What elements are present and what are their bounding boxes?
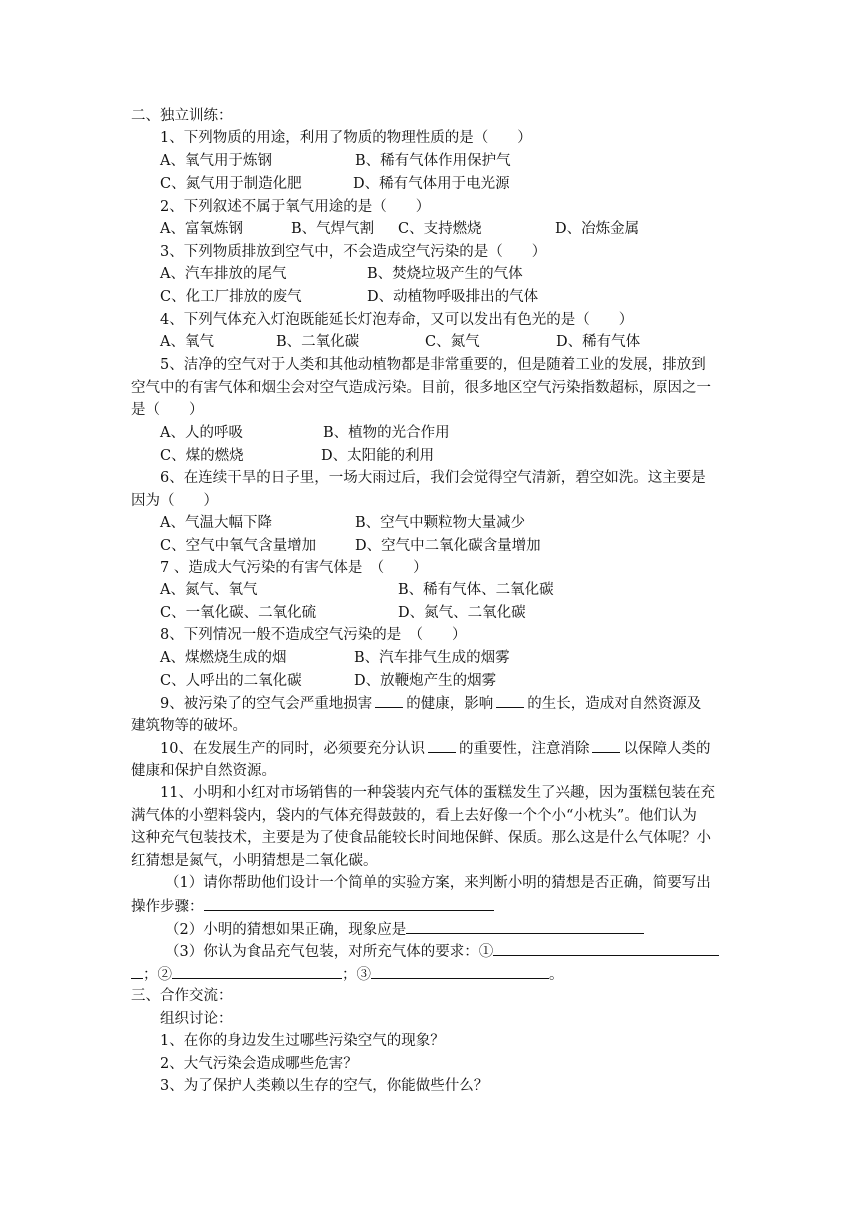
q6-option-d: D、空气中二氧化碳含量增加 bbox=[355, 538, 541, 554]
q11-sub-1-label: 操作步骤： bbox=[131, 899, 204, 915]
q10-text-2: 的重要性，注意消除 bbox=[458, 741, 590, 757]
question-9-line-1 bbox=[160, 692, 701, 714]
question-10-line-1 bbox=[160, 737, 710, 759]
q9-text-3: 的生长，造成对自然资源及 bbox=[527, 696, 702, 712]
q11-requirement-blank-3[interactable] bbox=[371, 963, 549, 979]
q5-option-d: D、太阳能的利用 bbox=[321, 448, 435, 464]
q7-option-b: B、稀有气体、二氧化碳 bbox=[398, 582, 554, 598]
q11-answer-blank-1[interactable] bbox=[204, 895, 494, 911]
q1-options-row2 bbox=[0, 173, 860, 195]
q1-option-c: C、氮气用于制造化肥 bbox=[160, 176, 302, 192]
q11-requirement-blank-2[interactable] bbox=[172, 963, 342, 979]
question-9-line-2: 建筑物等的破坏。 bbox=[131, 718, 247, 734]
question-7: 7 、造成大气污染的有害气体是 （ ） bbox=[160, 560, 428, 576]
q7-options-row2 bbox=[0, 602, 860, 624]
q3-option-a: A、汽车排放的尾气 bbox=[160, 266, 287, 282]
q4-option-c: C、氮气 bbox=[425, 334, 480, 350]
q9-text-1: 9、被污染了的空气会严重地损害 bbox=[160, 696, 373, 712]
q8-option-c: C、人呼出的二氧化碳 bbox=[160, 673, 302, 689]
q6-options-row2 bbox=[0, 535, 860, 557]
q11-sub-1-line-1: （1）请你帮助他们设计一个简单的实验方案，来判断小明的猜想是否正确，简要写出 bbox=[165, 875, 711, 891]
question-1: 1、下列物质的用途，利用了物质的物理性质的是（ ） bbox=[160, 130, 532, 146]
q10-blank-2[interactable] bbox=[592, 737, 620, 753]
q11-sub-3-line-2 bbox=[131, 963, 564, 985]
q7-option-a: A、氮气、氧气 bbox=[160, 582, 258, 598]
q9-text-2: 的健康，影响 bbox=[406, 696, 494, 712]
q11-sub-2-label: （2）小明的猜想如果正确，现象应是 bbox=[165, 922, 407, 938]
q7-options-row1 bbox=[0, 579, 860, 601]
discussion-item-3: 3、为了保护人类赖以生存的空气，你能做些什么？ bbox=[160, 1078, 489, 1094]
q7-option-c: C、一氧化碳、二氧化硫 bbox=[160, 605, 317, 621]
q1-options-row1 bbox=[0, 150, 860, 172]
q3-options-row2 bbox=[0, 286, 860, 308]
q11-semicolon-3: ；③ bbox=[342, 967, 371, 983]
section-2-title: 二、独立训练： bbox=[131, 108, 233, 124]
q5-option-c: C、煤的燃烧 bbox=[160, 448, 244, 464]
q2-option-d: D、冶炼金属 bbox=[555, 221, 640, 237]
question-11-line-4: 红猜想是氮气，小明猜想是二氧化碳。 bbox=[131, 853, 378, 869]
q1-option-a: A、氧气用于炼钢 bbox=[160, 153, 272, 169]
question-5-line-2: 空气中的有害气体和烟尘会对空气造成污染。目前，很多地区空气污染指数超标，原因之一 bbox=[131, 380, 711, 396]
question-11-line-2: 满气体的小塑料袋内，袋内的气体充得鼓鼓的，看上去好像一个个小“小枕头”。他们认为 bbox=[131, 808, 697, 824]
q10-text-3: 以保障人类的 bbox=[623, 741, 711, 757]
question-6-line-1: 6、在连续干旱的日子里，一场大雨过后，我们会觉得空气清新，碧空如洗。这主要是 bbox=[160, 470, 706, 486]
q6-options-row1 bbox=[0, 512, 860, 534]
q11-requirement-blank-1-cont[interactable] bbox=[131, 963, 143, 979]
q11-answer-blank-2[interactable] bbox=[406, 918, 644, 934]
q1-option-b: B、稀有气体作用保护气 bbox=[355, 153, 511, 169]
q6-option-b: B、空气中颗粒物大量减少 bbox=[355, 515, 526, 531]
q2-option-a: A、富氧炼钢 bbox=[160, 221, 243, 237]
q8-options-row2 bbox=[0, 670, 860, 692]
q11-requirement-blank-1[interactable] bbox=[493, 940, 719, 956]
q4-option-a: A、氧气 bbox=[160, 334, 214, 350]
q11-sub-2 bbox=[165, 918, 644, 940]
discussion-item-1: 1、在你的身边发生过哪些污染空气的现象？ bbox=[160, 1033, 445, 1049]
discussion-heading: 组织讨论： bbox=[160, 1011, 233, 1027]
question-11-line-1: 11、小明和小红对市场销售的一种袋装内充气体的蛋糕发生了兴趣，因为蛋糕包装在充 bbox=[160, 785, 715, 801]
q3-option-c: C、化工厂排放的废气 bbox=[160, 289, 302, 305]
question-6-line-2: 因为（ ） bbox=[131, 493, 218, 509]
q1-option-d: D、稀有气体用于电光源 bbox=[353, 176, 510, 192]
q5-option-b: B、植物的光合作用 bbox=[323, 425, 450, 441]
q8-option-d: D、放鞭炮产生的烟雾 bbox=[354, 673, 497, 689]
q6-option-a: A、气温大幅下降 bbox=[160, 515, 272, 531]
q3-option-b: B、焚烧垃圾产生的气体 bbox=[367, 266, 523, 282]
question-4: 4、下列气体充入灯泡既能延长灯泡寿命，又可以发出有色光的是（ ） bbox=[160, 312, 634, 328]
q8-options-row1 bbox=[0, 647, 860, 669]
discussion-item-2: 2、大气污染会造成哪些危害？ bbox=[160, 1056, 358, 1072]
q10-text-1: 10、在发展生产的同时，必须要充分认识 bbox=[160, 741, 425, 757]
section-3-title: 三、合作交流： bbox=[131, 988, 233, 1004]
q3-options-row1 bbox=[0, 263, 860, 285]
q11-sub-3-label: （3）你认为食品充气包装，对所充气体的要求：① bbox=[165, 944, 494, 960]
q9-blank-1[interactable] bbox=[375, 692, 403, 708]
question-5-line-3: 是（ ） bbox=[131, 402, 204, 418]
q5-options-row1 bbox=[0, 422, 860, 444]
q11-sub-3-line-1 bbox=[165, 940, 719, 962]
question-11-line-3: 这种充气包装技术，主要是为了使食品能较长时间地保鲜、保质。那么这是什么气体呢？小 bbox=[131, 830, 711, 846]
q11-semicolon-2: ；② bbox=[143, 967, 172, 983]
question-5-line-1: 5、洁净的空气对于人类和其他动植物都是非常重要的，但是随着工业的发展，排放到 bbox=[160, 357, 706, 373]
q2-option-b: B、气焊气割 bbox=[291, 221, 375, 237]
q5-option-a: A、人的呼吸 bbox=[160, 425, 243, 441]
q11-sub-1-line-2 bbox=[131, 895, 494, 917]
question-2: 2、下列叙述不属于氧气用途的是（ ） bbox=[160, 199, 431, 215]
q5-options-row2 bbox=[0, 445, 860, 467]
q3-option-d: D、动植物呼吸排出的气体 bbox=[367, 289, 539, 305]
q2-option-c: C、支持燃烧 bbox=[398, 221, 482, 237]
q4-options bbox=[0, 331, 860, 353]
q2-options bbox=[0, 218, 860, 240]
q8-option-b: B、汽车排气生成的烟雾 bbox=[354, 650, 510, 666]
question-3: 3、下列物质排放到空气中，不会造成空气污染的是（ ） bbox=[160, 244, 547, 260]
q11-period: 。 bbox=[549, 967, 564, 983]
q4-option-b: B、二氧化碳 bbox=[276, 334, 360, 350]
q6-option-c: C、空气中氧气含量增加 bbox=[160, 538, 317, 554]
q7-option-d: D、氮气、二氧化碳 bbox=[398, 605, 526, 621]
question-10-line-2: 健康和保护自然资源。 bbox=[131, 763, 276, 779]
q8-option-a: A、煤燃烧生成的烟 bbox=[160, 650, 287, 666]
q4-option-d: D、稀有气体 bbox=[556, 334, 641, 350]
q10-blank-1[interactable] bbox=[428, 737, 456, 753]
question-8: 8、下列情况一般不造成空气污染的是 （ ） bbox=[160, 627, 467, 643]
q9-blank-2[interactable] bbox=[496, 692, 524, 708]
